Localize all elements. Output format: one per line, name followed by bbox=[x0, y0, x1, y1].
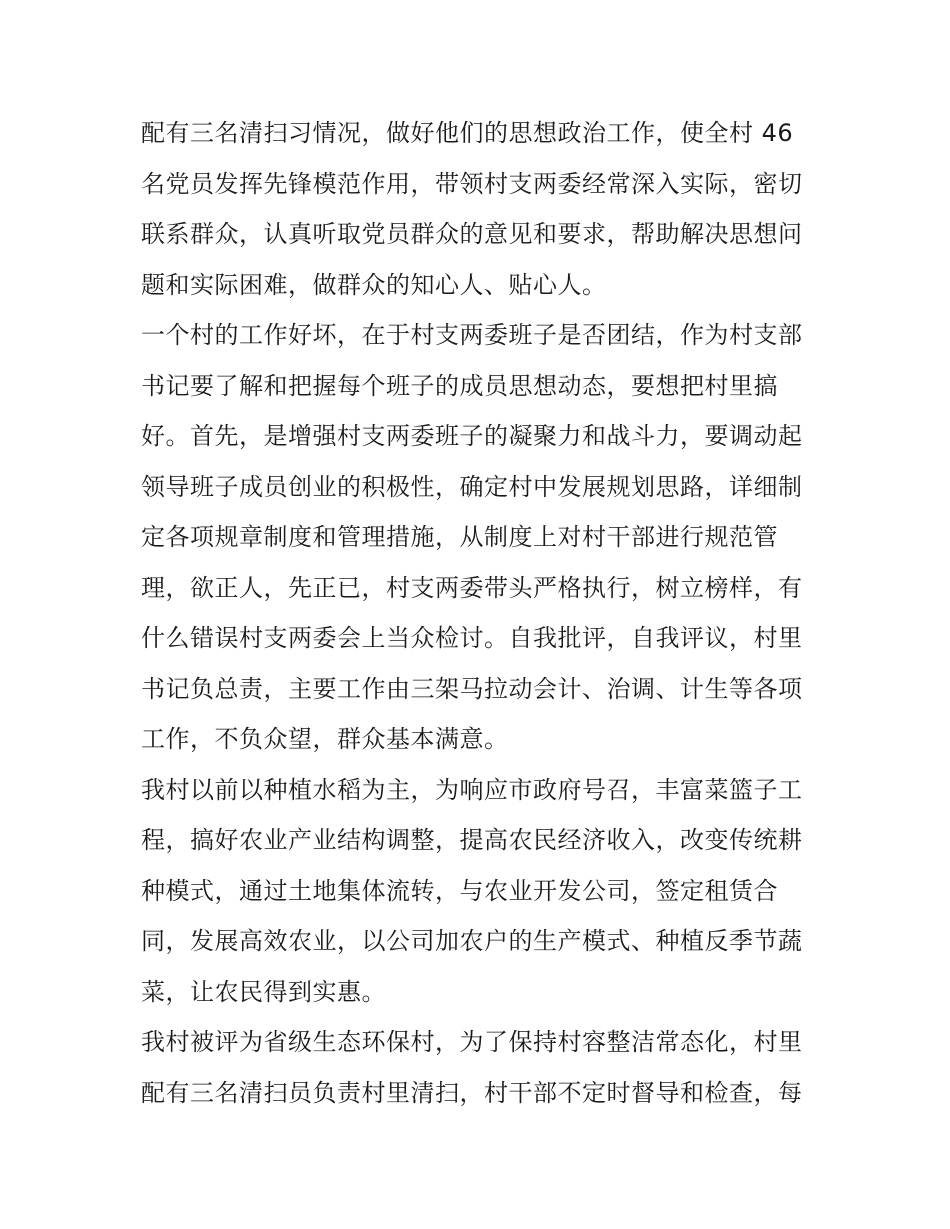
text-line: 题和实际困难，做群众的知心人、贴心人。 bbox=[141, 270, 607, 299]
text-line: 理，欲正人，先正已，村支两委带头严格执行，树立榜样，有 bbox=[141, 573, 803, 602]
text-line: 名党员发挥先锋模范作用，带领村支两委经常深入实际，密切 bbox=[141, 169, 803, 198]
text-line: 我村被评为省级生态环保村，为了保持村容整洁常态化，村里 bbox=[141, 1028, 803, 1056]
text-line: 一个村的工作好坏，在于村支两委班子是否团结，作为村支部 bbox=[141, 321, 803, 349]
text-line: 书记负总责，主要工作由三架马拉动会计、治调、计生等各项 bbox=[141, 674, 803, 703]
text-line: 领导班子成员创业的积极性，确定村中发展规划思路，详细制 bbox=[141, 472, 803, 501]
text-line: 我村以前以种植水稻为主，为响应市政府号召，丰富菜篮子工 bbox=[141, 775, 803, 804]
text-line: 定各项规章制度和管理措施，从制度上对村干部进行规范管 bbox=[141, 523, 778, 551]
text-line: 什么错误村支两委会上当众检讨。自我批评，自我评议，村里 bbox=[141, 624, 803, 652]
text-line: 联系群众，认真听取党员群众的意见和要求，帮助解决思想问 bbox=[141, 220, 803, 248]
text-line: 好。首先，是增强村支两委班子的凝聚力和战斗力，要调动起 bbox=[141, 422, 803, 450]
text-line: 书记要了解和把握每个班子的成员思想动态，要想把村里搞 bbox=[141, 371, 778, 400]
text-line: 种模式，通过土地集体流转，与农业开发公司，签定租赁合 bbox=[141, 876, 778, 905]
text-line: 菜，让农民得到实惠。 bbox=[141, 977, 386, 1006]
text-line: 配有三名清扫习情况，做好他们的思想政治工作，使全村 46 bbox=[141, 119, 794, 147]
text-line: 同，发展高效农业，以公司加农户的生产模式、种植反季节蔬 bbox=[141, 927, 803, 955]
text-line: 配有三名清扫员负责村里清扫，村干部不定时督导和检查，每 bbox=[141, 1078, 803, 1107]
document-body bbox=[141, 108, 813, 1118]
text-line: 程，搞好农业产业结构调整，提高农民经济收入，改变传统耕 bbox=[141, 826, 803, 854]
text-line: 工作，不负众望，群众基本满意。 bbox=[141, 725, 509, 753]
